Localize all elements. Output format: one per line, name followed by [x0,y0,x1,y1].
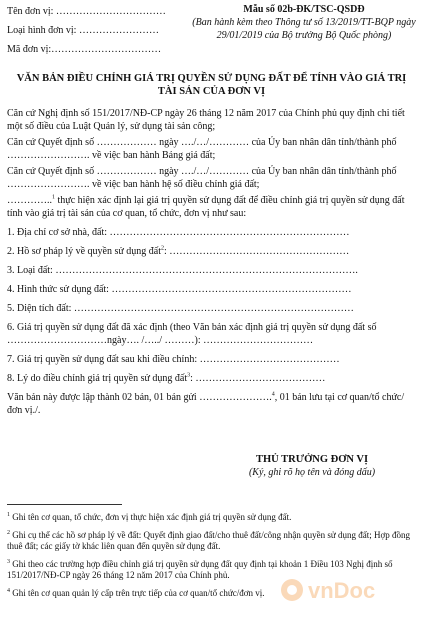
vndoc-watermark-logo [278,573,396,607]
footnote-ref-1: 1 [52,194,55,201]
form-issuance-note: (Ban hành kèm theo Thông tư số 13/2019/TT-BQP ngày 29/01/2019 của Bộ trưởng Bộ Quốc phòng) [192,17,416,41]
unit-info [7,2,197,59]
footnote-text: Ghi cụ thể các hồ sơ pháp lý về đất: Quyết định giao đất/cho thuê đất/công nhận quyền sử dụng đất; Hợp đồng thuê đất; các giấy tờ khác liên quan đến quyền sử dụng đất. [7,529,411,551]
footnote-text: Ghi theo các trường hợp điều chỉnh giá trị quyền sử dụng đất quy định tại khoản 1 Điều 103 Nghị định số 151/2017/NĐ-CP ngày 26 tháng 12 năm 2017 của Chính phủ. [7,558,393,580]
watermark-badge-inner-icon [287,585,297,595]
field-address: 1. Địa chỉ cơ sở nhà, đất: ……………………………………………………………… [7,227,350,238]
document-title: VĂN BẢN ĐIỀU CHỈNH GIÁ TRỊ QUYỀN SỬ DỤNG ĐẤT ĐỂ TÍNH VÀO GIÁ TRỊ TÀI SẢN CỦA ĐƠN VỊ [16,73,407,97]
footnote-ref-3: 3 [187,372,191,379]
footnote-mark: 3 [7,558,10,565]
signature-note: (Ký, ghi rõ họ tên và đóng dấu) [248,467,376,478]
field-usage-form: 4. Hình thức sử dụng đất: ……………………………………………………………… [7,284,352,295]
field-determined-value: 6. Giá trị quyền sử dụng đất đã xác định (theo Văn bản xác định giá trị quyền sử dụng đất số …………………………ngày…. /…../ ………): …………………………… [7,322,377,346]
signature-block [212,453,412,479]
unit-name-line: Tên đơn vị: …………………………… [7,6,166,17]
footnote-2 [7,530,419,553]
field-legal-docs [7,245,417,258]
field-adjustment-reason-blank: : ………………………………… [190,373,326,384]
field-land-area: 5. Diện tích đất: ………………………………………………………………………… [7,303,354,314]
field-legal-docs-blank: : ……………………………………………… [164,246,350,257]
closing-text: Văn bản này được lập thành 02 bản, 01 bản gửi …………………. [7,392,272,403]
field-legal-docs-label: 2. Hồ sơ pháp lý về quyền sử dụng đất [7,246,162,257]
form-number: Mẫu số 02b-ĐK/TSC-QSDĐ [243,4,365,15]
footnote-mark: 4 [7,587,10,594]
watermark-text: vnDoc [308,578,376,603]
footnote-mark: 2 [7,529,10,536]
form-header [190,3,418,42]
field-adjusted-value: 7. Giá trị quyền sử dụng đất sau khi điều chỉnh: …………………………………… [7,354,340,365]
document-body [7,107,417,417]
footnote-divider [7,504,122,505]
signature-title: THỦ TRƯỞNG ĐƠN VỊ [255,454,369,465]
basis-decree: Căn cứ Nghị định số 151/2017/NĐ-CP ngày 26 tháng 12 năm 2017 của Chính phủ quy định chi tiết một số điều của Luật Quản lý, sử dụng tài sản công; [7,108,405,132]
intro-paragraph [7,194,417,220]
field-adjustment-reason-label: 8. Lý do điều chỉnh giá trị quyền sử dụng đất [7,373,188,384]
footnote-ref-2: 2 [161,245,165,252]
closing-paragraph [7,391,417,417]
basis-decision-land-price: Căn cứ Quyết định số ……………… ngày …./…/………… của Ủy ban nhân dân tỉnh/thành phố ……………………. về việc ban hành Bảng giá đất; [7,137,397,161]
footnote-ref-4: 4 [271,391,275,398]
footnote-text: Ghi tên cơ quan, tổ chức, đơn vị thực hiện xác định giá trị quyền sử dụng đất. [10,512,292,522]
intro-lead: ………….. [7,195,52,206]
unit-code-line: Mã đơn vị:…………………………… [7,44,162,55]
closing-tail: , 01 bản lưu tại cơ quan/tổ chức/đơn vị./. [7,392,405,416]
field-land-type: 3. Loại đất: ………………………………………………………………………………. [7,265,358,276]
footnote-1 [7,512,419,524]
intro-text: thực hiện xác định lại giá trị quyền sử dụng đất để điều chỉnh giá trị quyền sử dụng đất tính vào giá trị tài sản của cơ quan, tổ chức, đơn vị như sau: [7,195,405,219]
unit-type-line: Loại hình đơn vị: …………………… [7,25,159,36]
field-adjustment-reason [7,372,417,385]
footnote-text: Ghi tên cơ quan quản lý cấp trên trực tiếp của cơ quan/tổ chức/đơn vị. [10,587,265,598]
basis-decision-adjustment: Căn cứ Quyết định số ……………… ngày …./…/………… của Ủy ban nhân dân tỉnh/thành phố ……………………. về việc ban hành hệ số điều chỉnh giá đất; [7,166,397,190]
footnote-mark: 1 [7,512,10,518]
